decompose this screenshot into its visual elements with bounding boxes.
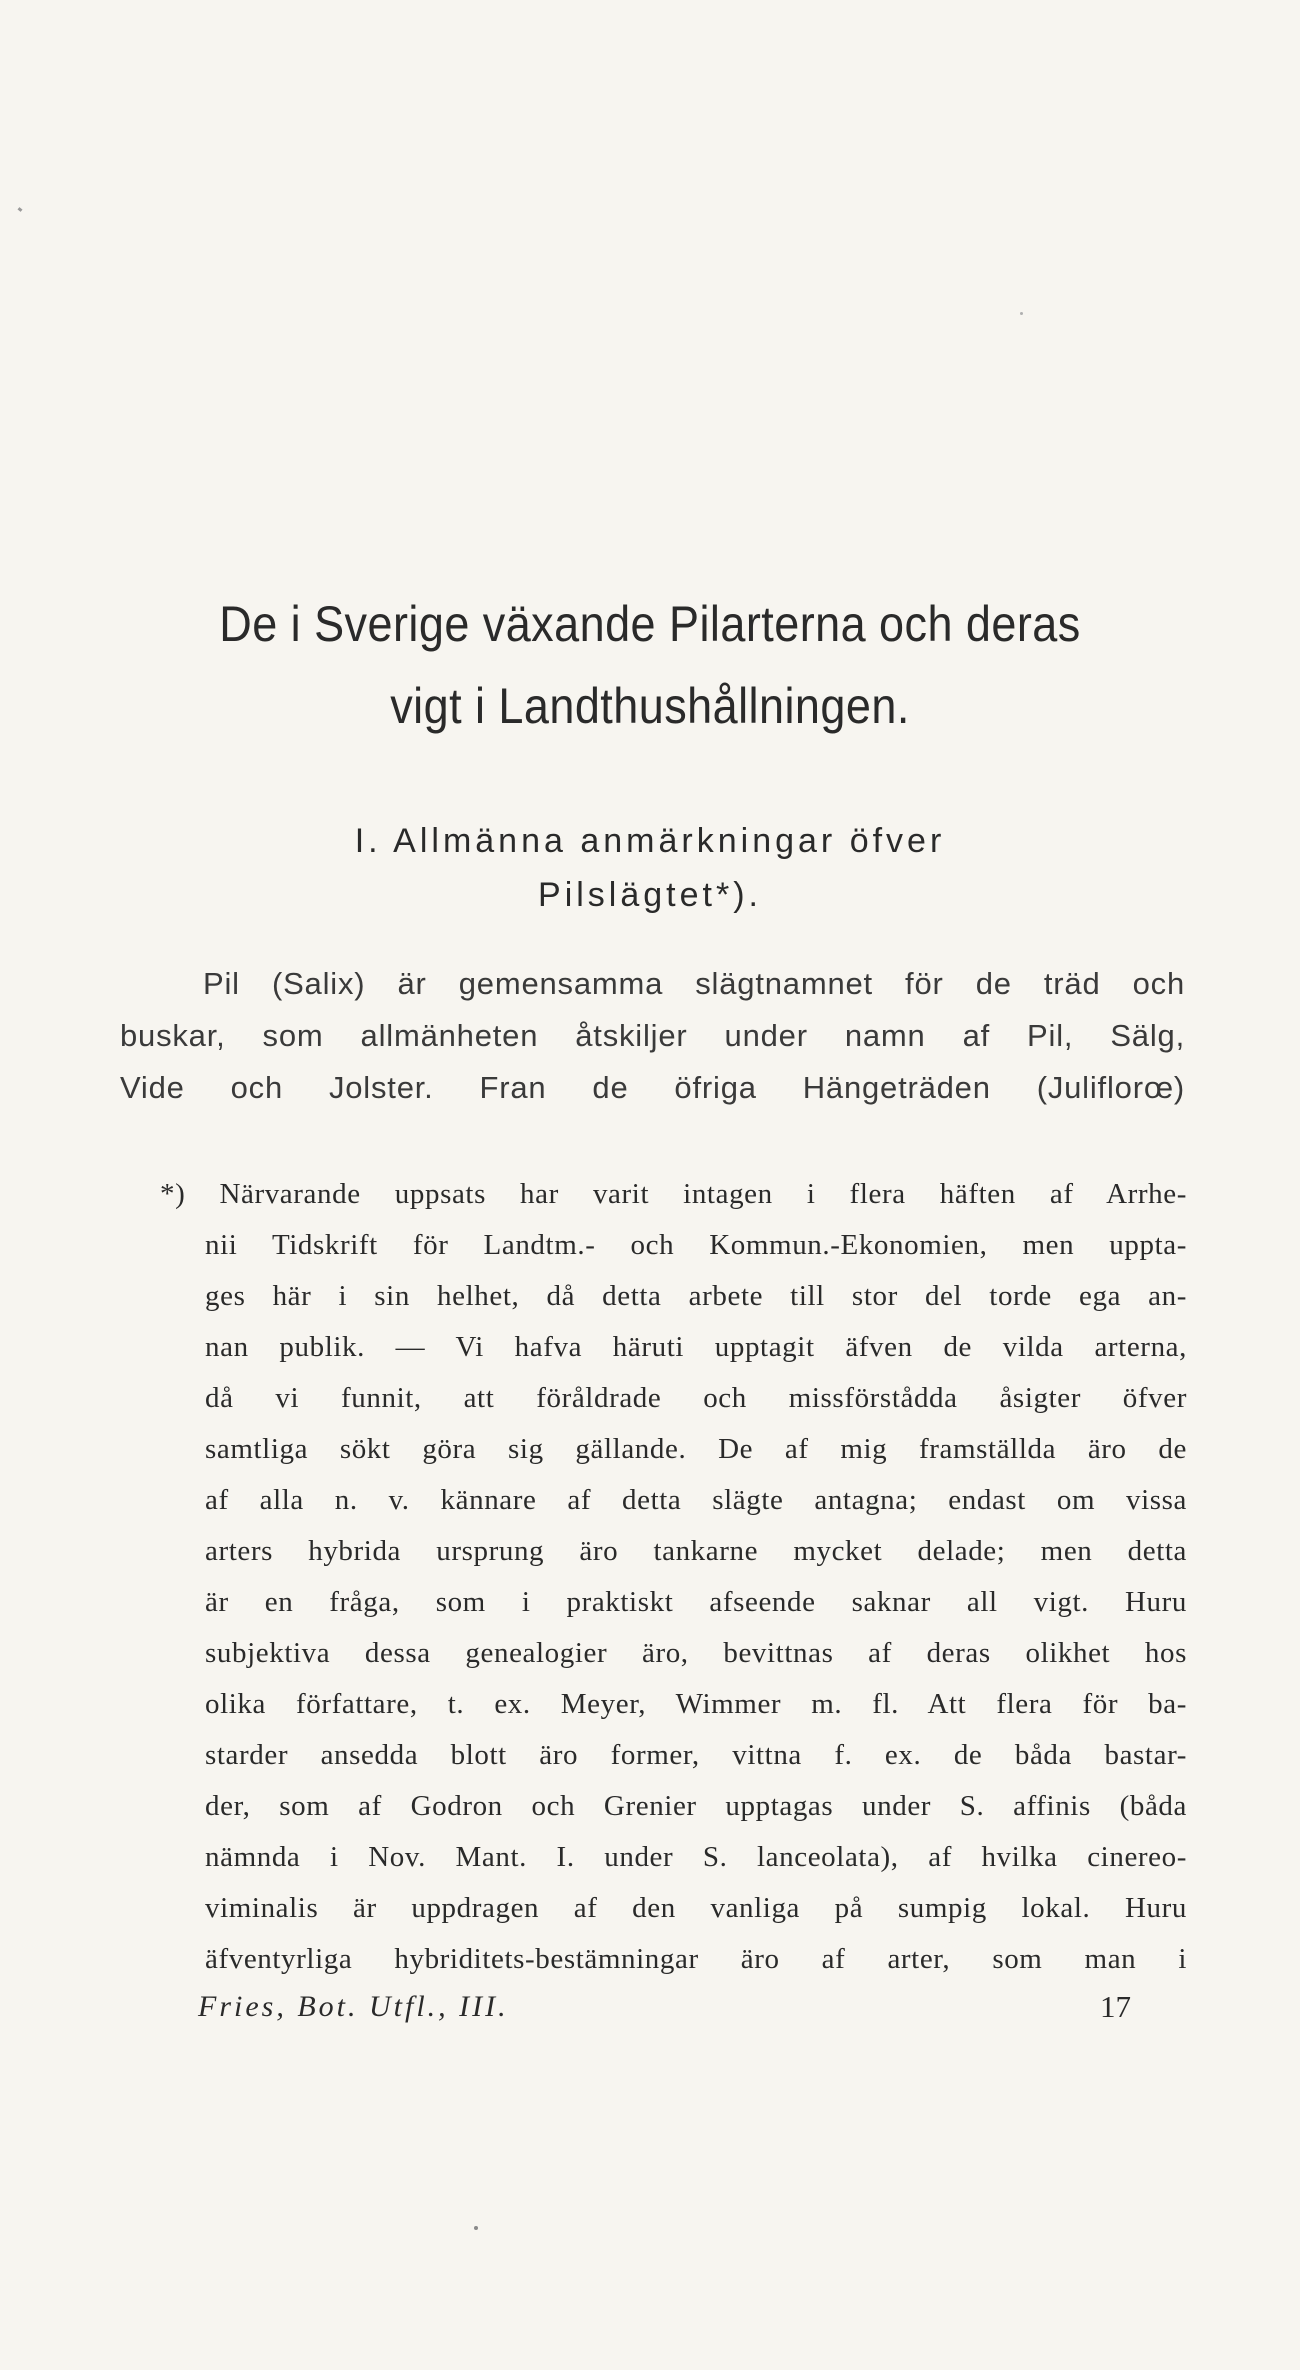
- footnote-line: äfventyrliga hybriditets-bestämningar äro af arter, som man i: [205, 1943, 1187, 1975]
- chapter-title-line-2: vigt i Landthushållningen.: [390, 678, 910, 734]
- footnote-line: då vi funnit, att föråldrade och missförstådda åsigter öfver: [205, 1382, 1187, 1414]
- footnote-line: samtliga sökt göra sig gällande. De af mig framställda äro de: [205, 1433, 1187, 1465]
- footnote-line: ges här i sin helhet, då detta arbete till stor del torde ega an-: [205, 1280, 1187, 1312]
- footnote-line: nii Tidskrift för Landtm.- och Kommun.-Ekonomien, men uppta-: [205, 1229, 1187, 1261]
- page-number: 17: [1100, 1989, 1131, 2024]
- footnote-line: subjektiva dessa genealogier äro, bevittnas af deras olikhet hos: [205, 1637, 1187, 1669]
- footnote-line: olika författare, t. ex. Meyer, Wimmer m. fl. Att flera för ba-: [205, 1688, 1187, 1720]
- section-heading-line-2: Pilslägtet*).: [538, 876, 762, 914]
- footnote-line: är en fråga, som i praktiskt afseende saknar all vigt. Huru: [205, 1586, 1187, 1618]
- footnote-line: der, som af Godron och Grenier upptagas under S. affinis (båda: [205, 1790, 1187, 1822]
- body-text-line: Vide och Jolster. Fran de öfriga Hängeträden (Juliflorœ): [120, 1070, 1185, 1105]
- scan-speck: [18, 207, 23, 212]
- footnote-line: nämnda i Nov. Mant. I. under S. lanceolata), af hvilka cinereo-: [205, 1841, 1187, 1873]
- footnote-line: af alla n. v. kännare af detta slägte antagna; endast om vissa: [205, 1484, 1187, 1516]
- footnote-line: arters hybrida ursprung äro tankarne mycket delade; men detta: [205, 1535, 1187, 1567]
- footnote-line: starder ansedda blott äro former, vittna f. ex. de båda bastar-: [205, 1739, 1187, 1771]
- scan-speck: [474, 2226, 478, 2230]
- chapter-title-line-1: De i Sverige växande Pilarterna och deras: [219, 596, 1081, 652]
- footnote-line: nan publik. — Vi hafva häruti upptagit äfven de vilda arterna,: [205, 1331, 1187, 1363]
- footnote-line: viminalis är uppdragen af den vanliga på sumpig lokal. Huru: [205, 1892, 1187, 1924]
- body-text-line: buskar, som allmänheten åtskiljer under namn af Pil, Sälg,: [120, 1018, 1185, 1053]
- section-heading-line-1: I. Allmänna anmärkningar öfver: [354, 822, 946, 860]
- scan-speck: [1020, 312, 1023, 315]
- footnote-line: *) Närvarande uppsats har varit intagen i flera häften af Arrhe-: [160, 1178, 1187, 1210]
- signature-mark: Fries, Bot. Utfl., III.: [198, 1990, 509, 2023]
- body-text-line: Pil (Salix) är gemensamma slägtnamnet för de träd och: [203, 966, 1185, 1001]
